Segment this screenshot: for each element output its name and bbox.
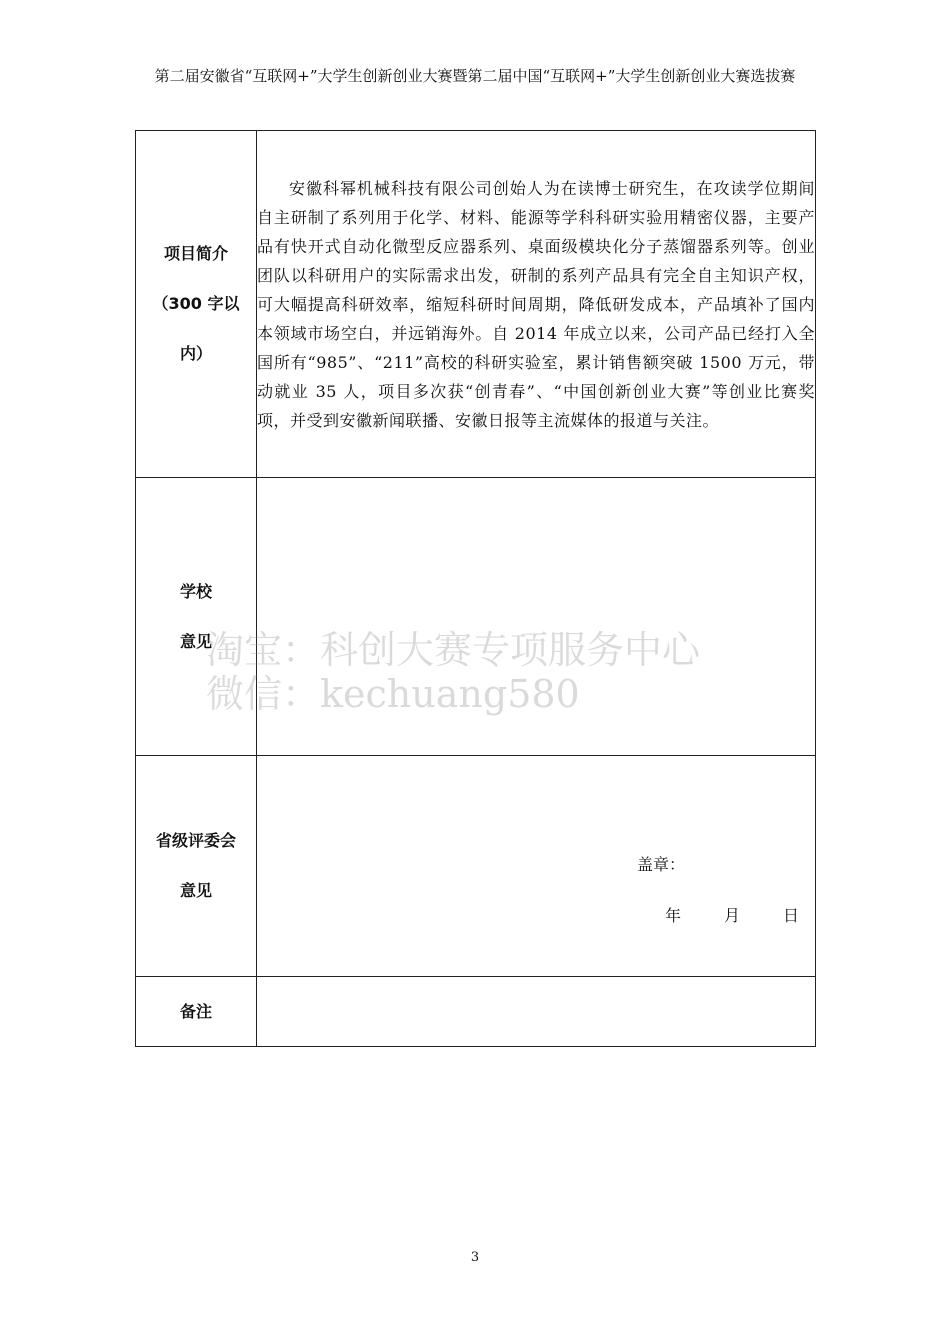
project-intro-row	[136, 131, 816, 478]
watermark-line1: 淘宝：科创大赛专项服务中心	[206, 628, 701, 672]
project-intro-text: 安徽科幂机械科技有限公司创始人为在读博士研究生，在攻读学位期间自主研制了系列用于化学、材料、能源等学科科研实验用精密仪器，主要产品有快开式自动化微型反应器系列、桌面级模块化分子蒸馏器系列等。创业团队以科研用户的实际需求出发，研制的系列产品具有完全自主知识产权，可大幅提高科研效率，缩短科研时间周期，降低研发成本，产品填补了国内本领域市场空白，并远销海外。自 2014 年成立以来，公司产品已经打入全国所有“985”、“211”高校的科研实验室，累计销售额突破 1500 万元，带动就业 35 人，项目多次获“创青春”、“中国创新创业大赛”等创业比赛奖项，并受到安徽新闻联播、安徽日报等主流媒体的报道与关注。	[257, 131, 816, 478]
school-opinion-row	[136, 478, 816, 756]
date-line	[665, 903, 799, 926]
remarks-label	[136, 977, 257, 1047]
page-number: 3	[470, 1250, 480, 1265]
seal-label: 盖章：	[637, 855, 686, 874]
date-year-label: 年	[665, 906, 682, 925]
provincial-opinion-row	[136, 756, 816, 977]
project-intro-label-line3: 内）	[179, 344, 212, 363]
project-intro-label-line1: 项目简介	[163, 244, 228, 263]
date-month-label: 月	[724, 906, 741, 925]
school-opinion-label	[136, 478, 257, 756]
project-intro-label-line2: （300 字以	[152, 294, 240, 313]
application-form-table	[135, 130, 816, 1047]
school-opinion-field[interactable]	[257, 478, 816, 756]
remarks-field[interactable]	[257, 977, 816, 1047]
remarks-label-text: 备注	[179, 1001, 212, 1021]
document-header: 第二届安徽省“互联网+”大学生创新创业大赛暨第二届中国“互联网+”大学生创新创业大赛选拔赛	[154, 67, 796, 85]
provincial-opinion-label-line1: 省级评委会	[155, 831, 236, 850]
provincial-opinion-label	[136, 756, 257, 977]
watermark-line2: 微信：kechuang580	[206, 672, 580, 716]
school-opinion-label-line1: 学校	[179, 581, 212, 601]
project-intro-label	[136, 131, 257, 478]
date-day-label: 日	[783, 906, 800, 925]
remarks-row	[136, 977, 816, 1047]
school-opinion-label-line2: 意见	[179, 631, 212, 651]
provincial-opinion-field[interactable]	[257, 756, 816, 977]
provincial-opinion-label-line2: 意见	[179, 881, 212, 900]
